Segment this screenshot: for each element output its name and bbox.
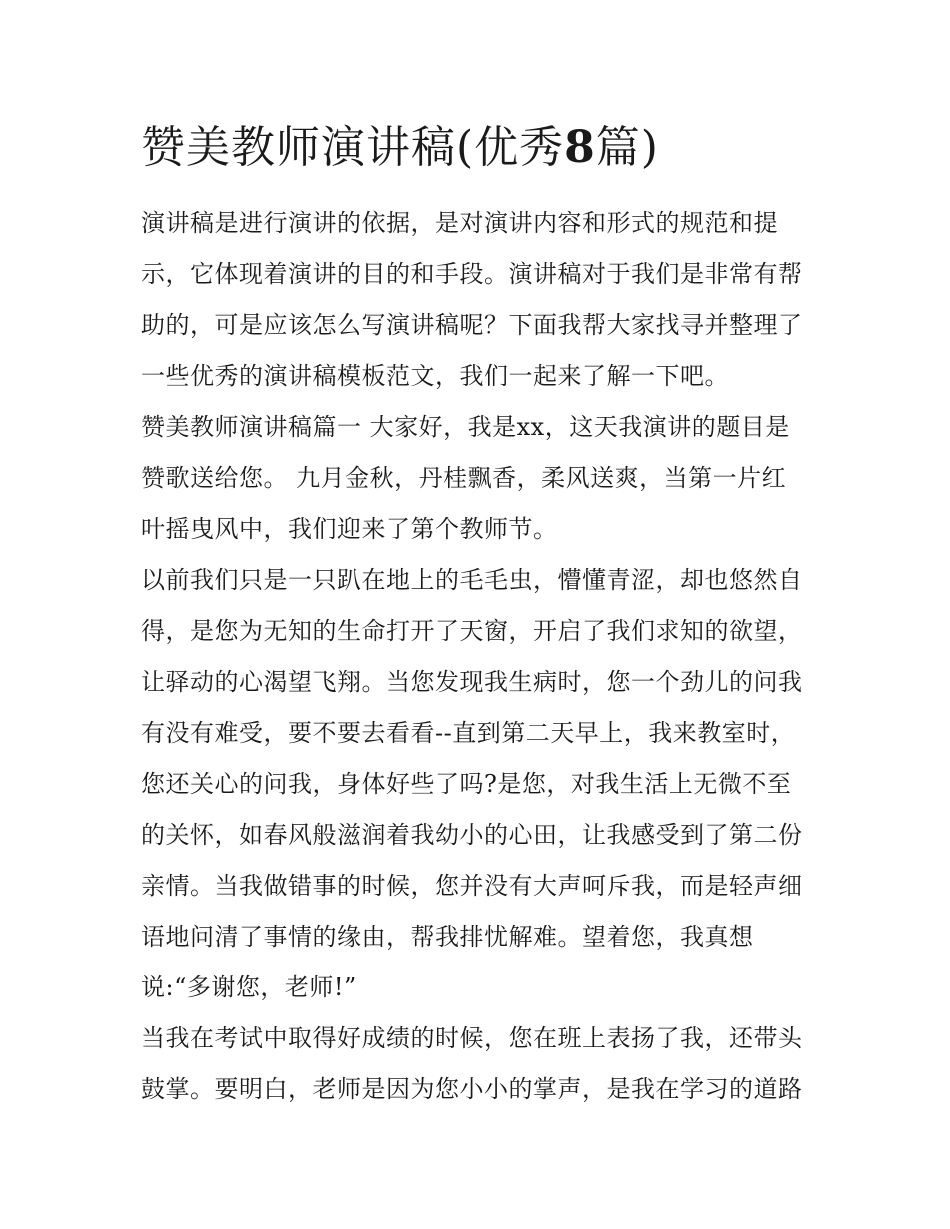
body-line: 您还关心的问我，身体好些了吗?是您，对我生活上无微不至	[141, 770, 792, 798]
body-line: 助的，可是应该怎么写演讲稿呢？下面我帮大家找寻并整理了	[141, 311, 803, 339]
body-line: 演讲稿是进行演讲的依据，是对演讲内容和形式的规范和提	[141, 209, 778, 237]
body-line: 得，是您为无知的生命打开了天窗，开启了我们求知的欲望，	[141, 617, 803, 645]
body-line: 赞美教师演讲稿篇一 大家好，我是xx，这天我演讲的题目是	[141, 413, 790, 441]
body-line: 示，它体现着演讲的目的和手段。演讲稿对于我们是非常有帮	[141, 260, 803, 288]
body-line: 语地问清了事情的缘由，帮我排忧解难。望着您，我真想	[141, 923, 754, 951]
body-line: 一些优秀的演讲稿模板范文，我们一起来了解一下吧。	[141, 362, 729, 390]
title-prefix: 赞美教师演讲稿(优秀	[141, 122, 565, 173]
title-suffix: 篇)	[595, 122, 659, 173]
body-line: 让驿动的心渴望飞翔。当您发现我生病时，您一个劲儿的问我	[141, 668, 803, 696]
body-line: 鼓掌。要明白，老师是因为您小小的掌声，是我在学习的道路	[141, 1075, 803, 1103]
body-line: 当我在考试中取得好成绩的时候，您在班上表扬了我，还带头	[141, 1024, 803, 1052]
body-line: 有没有难受，要不要去看看--直到第二天早上，我来教室时，	[141, 719, 796, 747]
body-line: 以前我们只是一只趴在地上的毛毛虫，懵懂青涩，却也悠然自	[141, 566, 803, 594]
body-line: 赞歌送给您。 九月金秋，丹桂飘香，柔风送爽，当第一片红	[141, 464, 787, 492]
title-number: 8	[564, 122, 596, 173]
body-line: 说:“多谢您，老师!”	[141, 973, 357, 1001]
body-line: 叶摇曳风中，我们迎来了第个教师节。	[141, 515, 558, 543]
body-line: 亲情。当我做错事的时候，您并没有大声呵斥我，而是轻声细	[141, 872, 803, 900]
page-title	[141, 118, 659, 178]
body-line: 的关怀，如春风般滋润着我幼小的心田，让我感受到了第二份	[141, 821, 803, 849]
